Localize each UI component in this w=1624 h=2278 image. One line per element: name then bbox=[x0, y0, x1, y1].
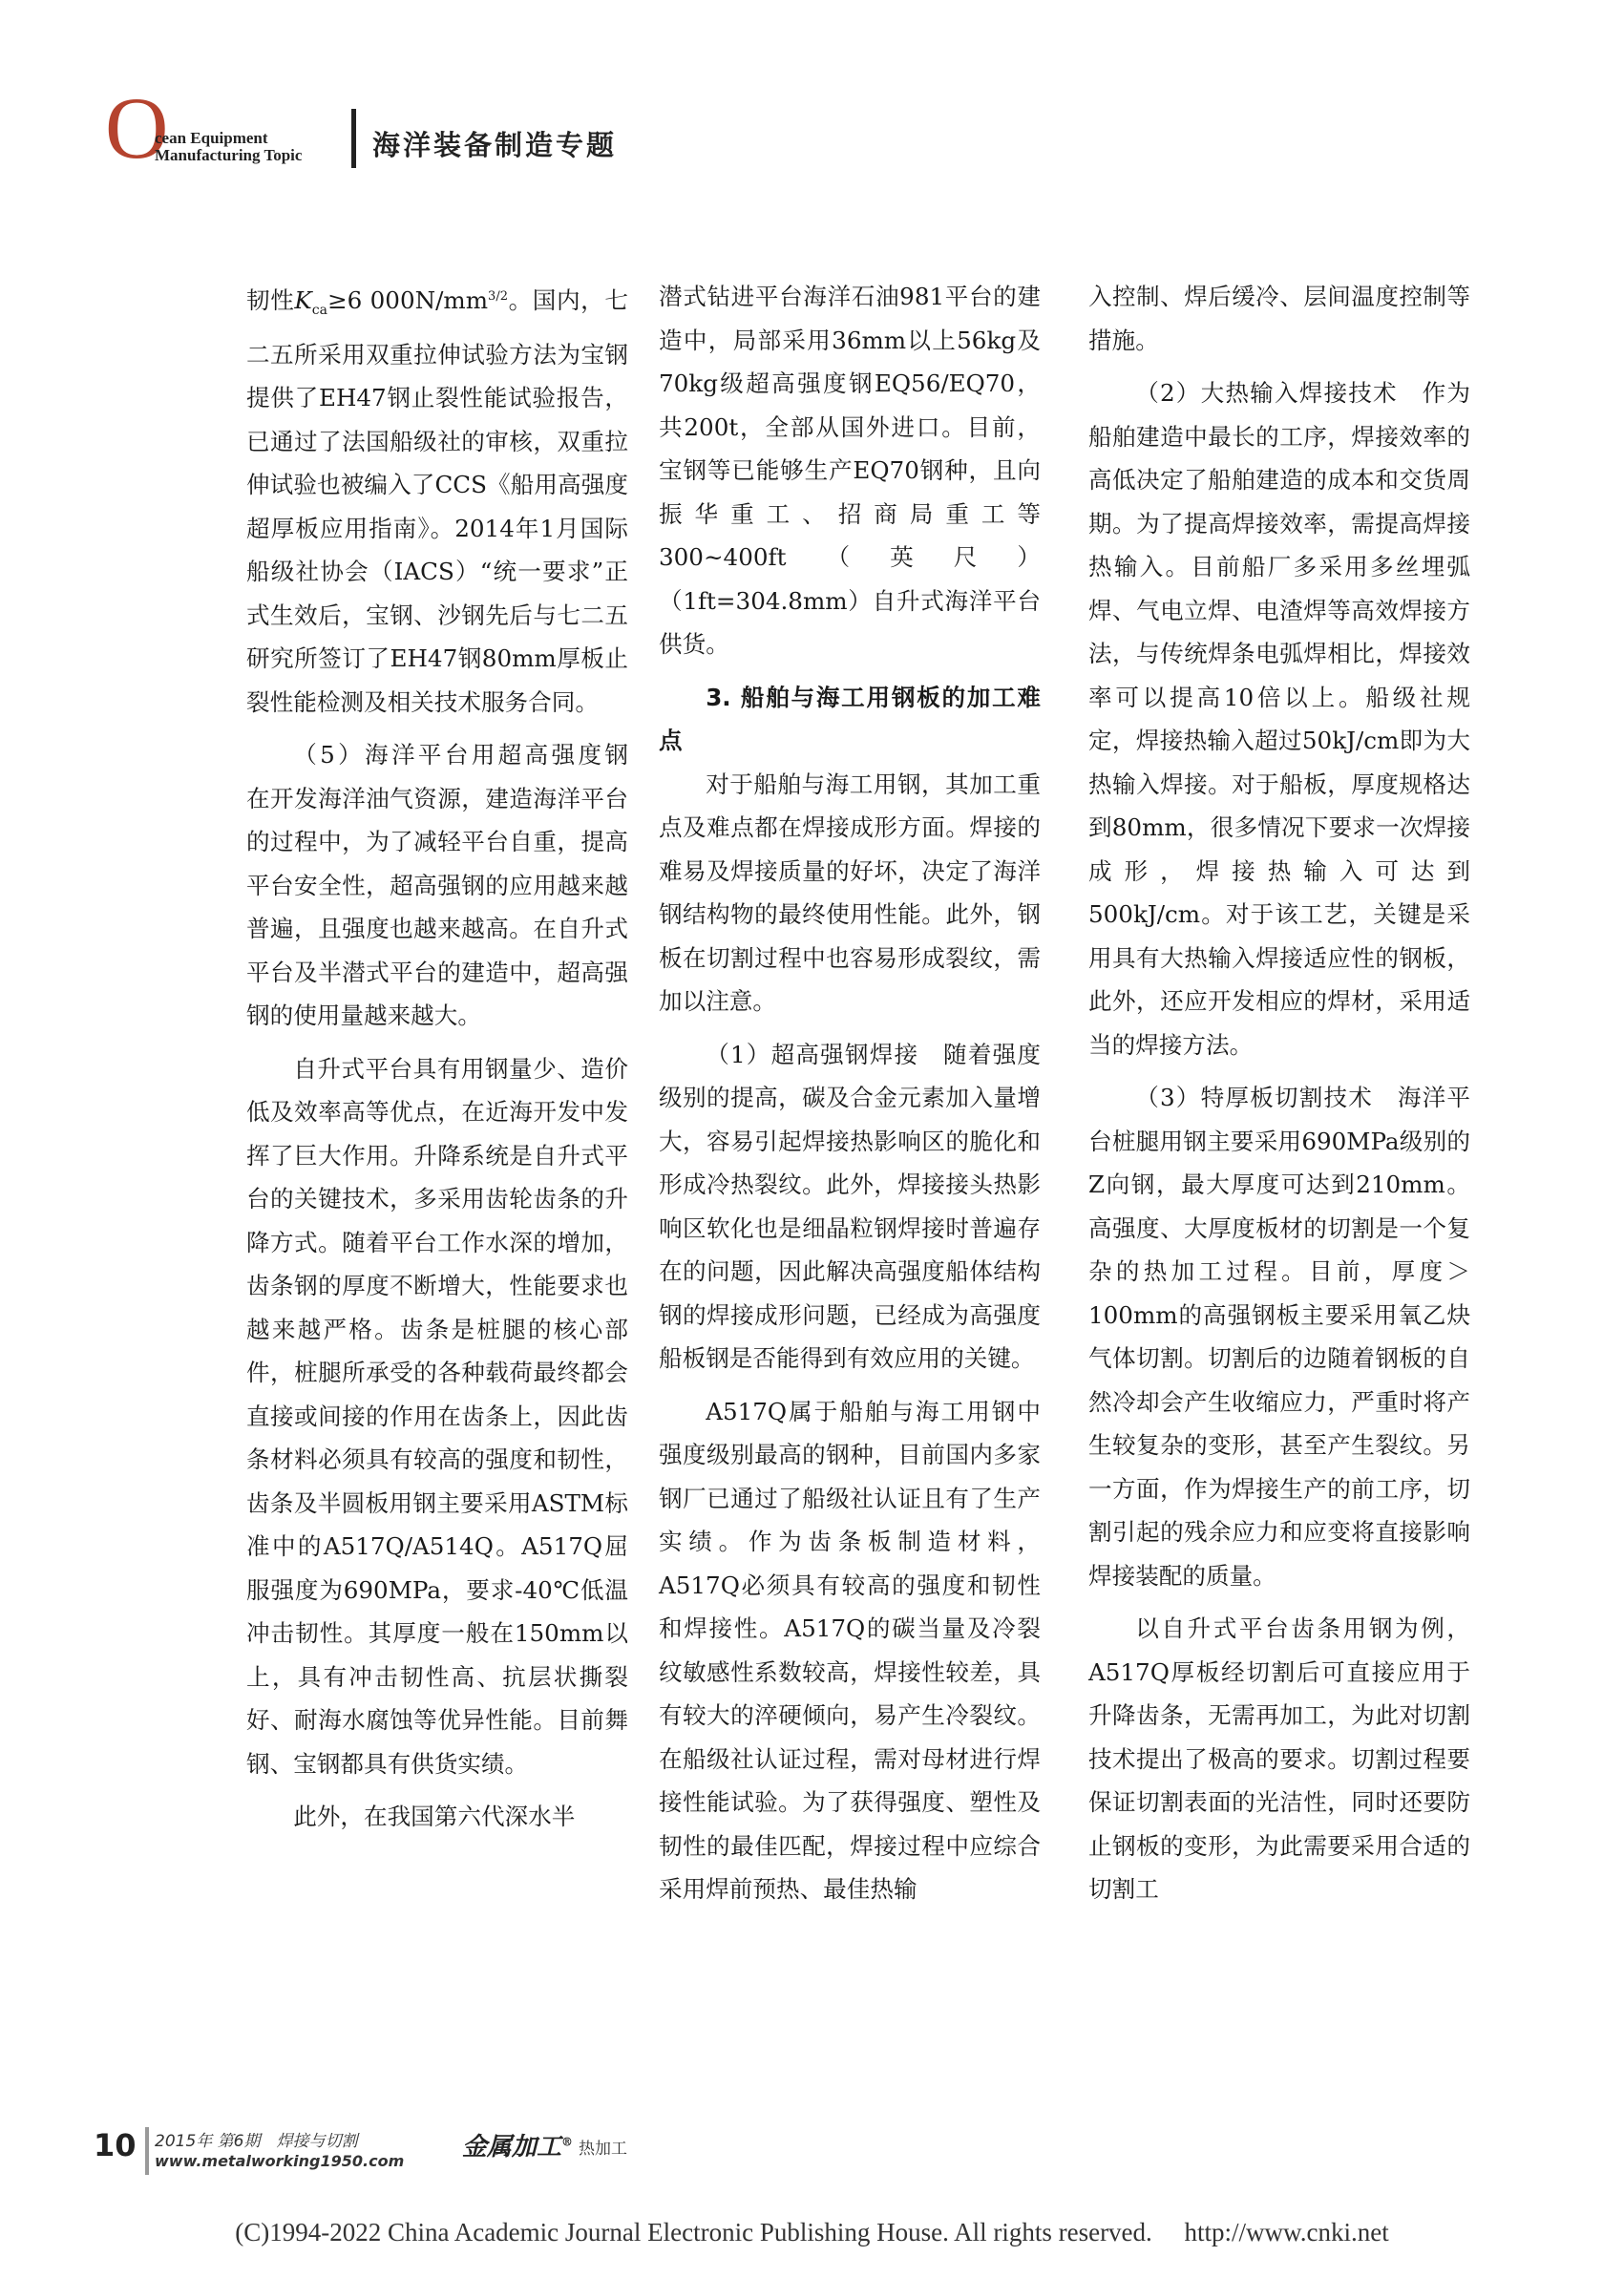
journal-section: 热加工 bbox=[579, 2140, 627, 2159]
header-chinese-title: 海洋装备制造专题 bbox=[372, 129, 618, 161]
text-column-3 bbox=[1088, 275, 1470, 1911]
paragraph: （3）特厚板切割技术 海洋平台桩腿用钢主要采用690MPa级别的Z向钢，最大厚度可达到210mm。高强度、大厚度板材的切割是一个复杂的热加工过程。目前，厚度＞100mm的高强钢板主要采用氧乙炔气体切割。切割后的边随着钢板的自然冷却会产生收缩应力，严重时将产生较复杂的变形，甚至产生裂纹。另一方面，作为焊接生产的前工序，切割引起的残余应力和应变将直接影响焊接装配的质量。 bbox=[1088, 1084, 1470, 1590]
paragraph: 韧性$K_{ca}\ge 6$ $000N/mm^{3/2}$。国内，七二五所采用双重拉伸试验方法为宝钢提供了EH47钢止裂性能试验报告，已通过了法国船级社的审核，双重拉伸试验也被编入了CCS《船用高强度超厚板应用指南》。2014年1月国际船级社协会（IACS）“统一要求”正式生效后，宝钢、沙钢先后与七二五研究所签订了EH47钢80mm厚板止裂性能检测及相关技术服务合同。 bbox=[246, 286, 628, 716]
paragraph: （2）大热输入焊接技术 作为船舶建造中最长的工序，焊接效率的高低决定了船舶建造的成本和交货周期。为了提高焊接效率，需提高焊接热输入。目前船厂多采用多丝埋弧焊、气电立焊、电渣焊等高效焊接方法，与传统焊条电弧焊相比，焊接效率可以提高10倍以上。船级社规定，焊接热输入超过50kJ/cm即为大热输入焊接。对于船板，厚度规格达到80mm，很多情况下要求一次焊接成形，焊接热输入可达到500kJ/cm。对于该工艺，关键是采用具有大热输入焊接适应性的钢板，此外，还应开发相应的焊材，采用适当的焊接方法。 bbox=[1088, 379, 1470, 1059]
paragraph: （1）超高强钢焊接 随着强度级别的提高，碳及合金元素加入量增大，容易引起焊接热影响区的脆化和形成冷热裂纹。此外，焊接接头热影响区软化也是细晶粒钢焊接时普遍存在的问题，因此解决高强度船体结构钢的焊接成形问题，已经成为高强度船板钢是否能得到有效应用的关键。 bbox=[659, 1040, 1041, 1372]
header-divider bbox=[351, 109, 356, 168]
paragraph: 入控制、焊后缓冷、层间温度控制等措施。 bbox=[1088, 283, 1470, 354]
logo-letter: O bbox=[105, 79, 169, 177]
paragraph: 潜式钻进平台海洋石油981平台的建造中，局部采用36mm以上56kg及70kg级超高强度钢EQ56/EQ70，共200t，全部从国外进口。目前，宝钢等已能够生产EQ70钢种，且向振华重工、招商局重工等300~400ft（英尺）（1ft=304.8mm）自升式海洋平台供货。 bbox=[659, 283, 1041, 658]
paragraph: 此外，在我国第六代深水半 bbox=[293, 1803, 576, 1831]
header-english-line1: cean Equipment bbox=[155, 129, 268, 147]
footer-divider bbox=[145, 2127, 149, 2175]
paragraph: 以自升式平台齿条用钢为例，A517Q厚板经切割后可直接应用于升降齿条，无需再加工，为此对切割技术提出了极高的要求。切割过程要保证切割表面的光洁性，同时还要防止钢板的变形，为此需要采用合适的切割工 bbox=[1088, 1614, 1470, 1903]
paragraph: 对于船舶与海工用钢，其加工重点及难点都在焊接成形方面。焊接的难易及焊接质量的好坏，决定了海洋钢结构物的最终使用性能。此外，钢板在切割过程中也容易形成裂纹，需加以注意。 bbox=[659, 770, 1041, 1015]
text-column-1 bbox=[246, 275, 652, 1839]
copyright-notice: (C)1994-2022 China Academic Journal Electronic Publishing House. All rights reserved. http://www.cnki.net bbox=[235, 2218, 1389, 2246]
paragraph: （5）海洋平台用超高强度钢 在开发海洋油气资源，建造海洋平台的过程中，为了减轻平台自重，提高平台安全性，超高强钢的应用越来越普遍，且强度也越来越高。在自升式平台及半潜式平台的建造中，超高强钢的使用量越来越大。 bbox=[246, 741, 652, 1030]
journal-issue: 2015年 第6期 焊接与切割 bbox=[155, 2132, 358, 2151]
page-footer bbox=[94, 2127, 762, 2184]
header-english-title bbox=[155, 130, 302, 164]
journal-logo: 金属加工® bbox=[462, 2133, 574, 2162]
section-heading: 3. 船舶与海工用钢板的加工难点 bbox=[659, 683, 1041, 754]
paragraph: 自升式平台具有用钢量少、造价低及效率高等优点，在近海开发中发挥了巨大作用。升降系统是自升式平台的关键技术，多采用齿轮齿条的升降方式。随着平台工作水深的增加，齿条钢的厚度不断增大，性能要求也越来越严格。齿条是桩腿的核心部件，桩腿所承受的各种载荷最终都会直接或间接的作用在齿条上，因此齿条材料必须具有较高的强度和韧性，齿条及半圆板用钢主要采用ASTM标准中的A517Q/A514Q。A517Q屈服强度为690MPa，要求-40℃低温冲击韧性。其厚度一般在150mm以上，具有冲击韧性高、抗层状撕裂好、耐海水腐蚀等优异性能。目前舞钢、宝钢都具有供货实绩。 bbox=[246, 1054, 628, 1778]
journal-url[interactable]: www.metalworking1950.com bbox=[155, 2152, 405, 2170]
paragraph: A517Q属于船舶与海工用钢中强度级别最高的钢种，目前国内多家钢厂已通过了船级社认证且有了生产实绩。作为齿条板制造材料，A517Q必须具有较高的强度和韧性和焊接性。A517Q的碳当量及冷裂纹敏感性系数较高，焊接性较差，具有较大的淬硬倾向，易产生冷裂纹。在船级社认证过程，需对母材进行焊接性能试验。为了获得强度、塑性及韧性的最佳匹配，焊接过程中应综合采用焊前预热、最佳热输 bbox=[659, 1397, 1041, 1903]
header-english-line2: Manufacturing Topic bbox=[155, 146, 303, 164]
page-number: 10 bbox=[94, 2127, 137, 2163]
text-column-2 bbox=[659, 275, 1041, 1911]
